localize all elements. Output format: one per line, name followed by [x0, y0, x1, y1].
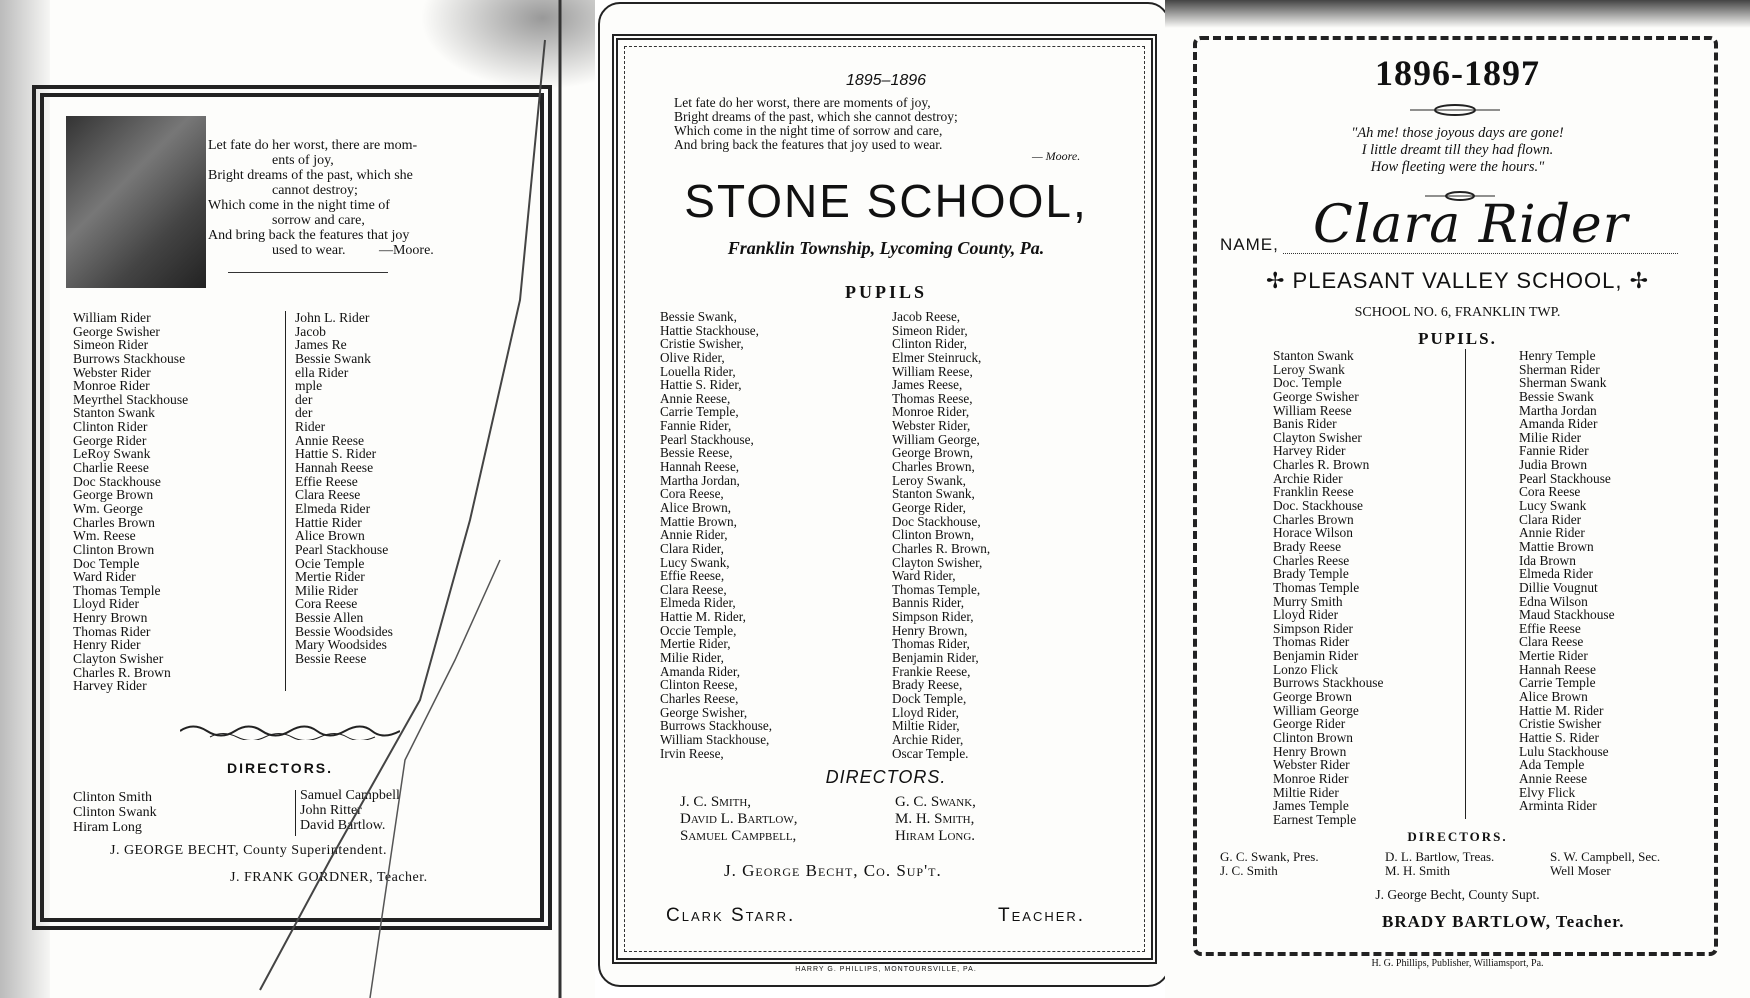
pupil-name: Ward Rider — [73, 569, 136, 585]
pupil-name: Clinton Rider — [73, 419, 148, 435]
director: J. C. Smith, — [680, 794, 752, 810]
pupil-name: Lulu Stackhouse — [1519, 743, 1609, 759]
pupil-name: Edna Wilson — [1519, 593, 1588, 609]
pupil-name: Leroy Swank, — [892, 472, 966, 488]
pupil-name: Ida Brown — [1519, 552, 1576, 568]
pupil-name: Bessie Woodsides — [295, 623, 393, 639]
pupil-name: Murry Smith — [1273, 593, 1343, 609]
pupil-name: Monroe Rider — [1273, 770, 1349, 786]
poem-line: Which come in the night time of sorrow and care, — [674, 123, 943, 138]
pupil-name: Hattie M. Rider, — [660, 609, 746, 625]
pupil-name: Hattie S. Rider — [1519, 729, 1599, 745]
poem-author: —Moore. — [378, 243, 434, 258]
pupil-name: Rider — [295, 419, 326, 435]
pupil-name: Martha Jordan, — [660, 472, 740, 488]
pupil-name: Miltie Rider — [1273, 784, 1339, 800]
card-1895-left — [0, 0, 595, 998]
ornament-icon: ✢ — [1629, 268, 1650, 293]
pupil-name: Henry Brown — [1273, 743, 1347, 759]
pupil-name: George Brown — [73, 487, 154, 503]
pupil-name: James Reese, — [892, 377, 963, 393]
poem-line: And bring back the features that joy used to wear. — [674, 137, 943, 152]
pupil-name: Clayton Swisher — [1273, 429, 1362, 445]
pupil-name: Fannie Rider — [1519, 443, 1589, 459]
pupil-name: Hattie Stackhouse, — [660, 322, 759, 338]
director: Hiram Long — [73, 820, 142, 835]
pupil-name: Ocie Temple — [295, 555, 365, 571]
poem-author: — Moore. — [1032, 149, 1081, 163]
pupil-name: der — [295, 405, 313, 421]
page-stain — [1165, 0, 1750, 28]
director: S. W. Campbell, Sec. — [1550, 849, 1661, 864]
pupil-name: ella Rider — [295, 364, 349, 380]
pupil-name: Jacob — [295, 323, 326, 339]
pupil-name: George Swisher, — [660, 704, 748, 720]
pupil-name: Elmeda Rider — [295, 500, 371, 516]
pupil-name: George Rider — [1273, 716, 1346, 732]
card-stone-school — [598, 2, 1170, 987]
pupil-name: Mattie Brown, — [660, 513, 737, 529]
pupil-name: Burrows Stackhouse, — [660, 718, 773, 734]
pupil-name: Horace Wilson — [1273, 525, 1353, 541]
pupil-name: Occie Temple, — [660, 622, 737, 638]
pupil-name: Annie Rider — [1519, 525, 1585, 541]
poem-line: Let fate do her worst, there are mom- — [208, 138, 418, 153]
pupil-name: Leroy Swank — [1273, 361, 1345, 377]
pupil-name: Benjamin Rider — [1273, 648, 1359, 664]
poem — [1165, 125, 1750, 176]
pupil-name: Thomas Temple — [1273, 579, 1360, 595]
pupil-name: Lucy Swank, — [660, 554, 730, 570]
pupil-name: Bessie Swank — [1519, 388, 1594, 404]
pupil-name: George Brown — [1273, 689, 1352, 705]
poem-line: I little dreamt till they had flown. — [1361, 142, 1554, 158]
superintendent: J. George Becht, County Supt. — [1375, 887, 1540, 902]
pupil-name: Harvey Rider — [73, 678, 147, 694]
pupil-name: Effie Reese — [295, 473, 358, 489]
pupil-name: Clara Reese, — [660, 581, 727, 597]
printer-imprint: HARRY G. PHILLIPS, MONTOURSVILLE, PA. — [795, 966, 977, 973]
school-name: STONE SCHOOL, — [684, 175, 1088, 227]
pupils-heading: PUPILS — [844, 282, 927, 302]
pupil-name: Effie Reese, — [660, 568, 725, 584]
director: Clinton Swank — [73, 805, 157, 820]
pupil-name: der — [295, 391, 313, 407]
pupil-name: James Re — [295, 337, 347, 353]
pupil-name: Wm. Reese — [73, 528, 136, 544]
pupil-name: Doc Temple — [73, 555, 140, 571]
pupil-name: Charlie Reese — [73, 460, 149, 476]
teacher: J. FRANK GORDNER, Teacher. — [230, 870, 428, 885]
pupil-name: Henry Brown — [73, 610, 148, 626]
pupil-name: William Rider — [73, 310, 151, 325]
pupil-name: Louella Rider, — [660, 363, 736, 379]
pupil-name: Fannie Rider, — [660, 418, 732, 434]
pupil-name: Webster Rider, — [892, 418, 971, 434]
pupil-name: Charles Reese, — [660, 690, 739, 706]
pupil-name: George Swisher — [73, 323, 160, 339]
pupil-name: Dillie Vougnut — [1519, 579, 1598, 595]
poem-line: sorrow and care, — [272, 213, 365, 228]
pupil-name: George Rider — [73, 432, 147, 448]
poem — [674, 96, 1074, 152]
pupil-name: Benjamin Rider, — [892, 650, 979, 666]
pupil-name: Cora Reese — [295, 596, 358, 612]
pupil-name: Charles R. Brown — [73, 664, 171, 680]
pupil-name: Wm. George — [73, 500, 143, 516]
name-label: NAME, — [1220, 235, 1279, 254]
pupil-name: mple — [295, 378, 323, 394]
pupil-list-left — [1273, 349, 1383, 826]
pupil-name: Alice Brown, — [660, 499, 732, 515]
directors-heading: DIRECTORS. — [1407, 829, 1508, 844]
pupil-name: Monroe Rider — [73, 378, 150, 394]
pupil-name: Jacob Reese, — [892, 309, 961, 324]
pupil-name: Ward Rider, — [892, 568, 956, 584]
pupil-name: Simpson Rider, — [892, 609, 974, 625]
pupil-name: Hattie M. Rider — [1519, 702, 1604, 718]
pupil-name: Clinton Rider, — [892, 336, 967, 352]
director: G. C. Swank, Pres. — [1220, 849, 1319, 864]
pupil-name: Alice Brown — [1519, 689, 1588, 705]
pupil-name: Maud Stackhouse — [1519, 607, 1615, 623]
pupil-name: Thomas Temple — [73, 582, 161, 598]
poem-line: Bright dreams of the past, which she — [208, 168, 413, 183]
card-pleasant-valley — [1165, 0, 1750, 998]
pupil-name: Alice Brown — [295, 528, 365, 544]
pupil-name: Henry Temple — [1519, 348, 1596, 363]
pupil-name: Bessie Reese, — [660, 445, 733, 461]
director: D. L. Bartlow, Treas. — [1385, 849, 1495, 864]
pupil-name: Pearl Stackhouse, — [660, 431, 754, 447]
pupil-name: Hattie Rider — [295, 514, 362, 530]
director: John Ritter — [300, 803, 362, 818]
pupil-name: Charles Reese — [1273, 552, 1350, 568]
pupil-name: Dock Temple, — [892, 690, 967, 706]
pupil-name: Archie Rider — [1273, 470, 1343, 486]
pupil-name: Milie Rider — [295, 582, 359, 598]
pupil-name: Cora Reese, — [660, 486, 724, 502]
pupil-name: Arminta Rider — [1519, 798, 1597, 814]
pupil-name: Hannah Reese, — [660, 459, 740, 475]
pupil-name: Meyrthel Stackhouse — [73, 391, 189, 407]
pupil-name: Clara Reese — [1519, 634, 1584, 650]
director: M. H. Smith — [1385, 863, 1451, 878]
directors — [680, 794, 1120, 845]
pupil-name: Charles R. Brown, — [892, 540, 991, 556]
pupil-name: Doc. Temple — [1273, 375, 1342, 391]
pupil-name: George Brown, — [892, 445, 974, 461]
pupil-name: Brady Reese, — [892, 677, 963, 693]
pupil-name: Bessie Swank — [295, 350, 371, 366]
pupil-name: Carrie Temple, — [660, 404, 739, 420]
location: Franklin Township, Lycoming County, Pa. — [727, 238, 1045, 258]
pupil-name: Olive Rider, — [660, 349, 725, 365]
directors-heading: DIRECTORS. — [226, 760, 334, 776]
pupil-name: Lonzo Flick — [1273, 661, 1339, 677]
director: Clinton Smith — [73, 790, 152, 805]
poem-line: "Ah me! those joyous days are gone! — [1351, 125, 1564, 141]
pupil-name: Pearl Stackhouse — [295, 541, 389, 557]
pupil-name: Brady Reese — [1273, 538, 1342, 554]
printer-imprint: H. G. Phillips, Publisher, Williamsport, Pa. — [1371, 958, 1544, 969]
school-number: SCHOOL NO. 6, FRANKLIN TWP. — [1354, 305, 1561, 320]
pupil-name: Mary Woodsides — [295, 637, 387, 653]
pupil-name: William George, — [892, 431, 980, 447]
pupil-name: Clara Rider, — [660, 540, 724, 556]
director: M. H. Smith, — [895, 811, 975, 827]
pupil-name: Miltie Rider, — [892, 718, 960, 734]
pupil-name: Lloyd Rider — [73, 596, 140, 612]
directors-heading: DIRECTORS. — [825, 767, 947, 787]
pupil-name: Lloyd Rider — [1273, 607, 1339, 623]
pupil-name: Elmeda Rider — [1519, 566, 1593, 582]
pupil-name: Irvin Reese, — [660, 745, 724, 761]
superintendent: J. George Becht, Co. Sup't. — [724, 861, 942, 880]
year: 1895–1896 — [845, 72, 927, 89]
pupil-name: Amanda Rider, — [660, 663, 741, 679]
pupil-name: Henry Brown, — [892, 622, 968, 638]
pupil-name: Charles R. Brown — [1273, 457, 1370, 473]
pupil-name: Henry Rider — [73, 637, 141, 653]
pupil-name: Carrie Temple — [1519, 675, 1596, 691]
pupil-name: Hattie S. Rider, — [660, 377, 742, 393]
school-name-row — [1165, 268, 1750, 294]
pupil-name: Pearl Stackhouse — [1519, 470, 1611, 486]
pupil-name: Charles Brown — [1273, 511, 1354, 527]
pupil-name: Clinton Brown, — [892, 527, 975, 543]
pupil-name: Hannah Reese — [1519, 661, 1596, 677]
pupil-name: Thomas Reese, — [892, 390, 973, 406]
pupil-name: Simpson Rider — [1273, 620, 1353, 636]
pupil-name: Martha Jordan — [1519, 402, 1597, 418]
pupil-name: Milie Rider — [1519, 429, 1582, 445]
pupil-name: Mertie Rider — [1519, 648, 1588, 664]
directors — [1220, 850, 1700, 878]
pupil-name: Hattie S. Rider — [295, 446, 377, 462]
pupil-name: William Reese, — [892, 363, 973, 379]
pupil-name: Lucy Swank — [1519, 498, 1587, 514]
director: J. C. Smith — [1220, 863, 1278, 878]
poem-line: Let fate do her worst, there are moments of joy, — [674, 95, 931, 110]
pupil-name: Charles Brown, — [892, 459, 975, 475]
pupil-name: Sherman Swank — [1519, 375, 1607, 391]
pupil-list-right — [1519, 349, 1615, 813]
pupil-name: Monroe Rider, — [892, 404, 970, 420]
pupil-name: Harvey Rider — [1273, 443, 1346, 459]
pupil-name: Stanton Swank — [73, 405, 155, 421]
pupil-name: LeRoy Swank — [73, 446, 151, 462]
pupil-name: Annie Reese — [1519, 770, 1588, 786]
pupil-name: Cristie Swisher, — [660, 336, 744, 352]
pupil-name: Frankie Reese, — [892, 663, 971, 679]
pupil-name: Thomas Rider — [1273, 634, 1350, 650]
pupil-name: Franklin Reese — [1273, 484, 1354, 500]
poem-line: Bright dreams of the past, which she cannot destroy; — [674, 109, 958, 124]
pupil-name: Bannis Rider, — [892, 595, 964, 611]
pupil-name: Cora Reese — [1519, 484, 1581, 500]
handwritten-name: Clara Rider — [1313, 195, 1629, 255]
pupil-name: James Temple — [1273, 798, 1349, 814]
pupil-name: Milie Rider, — [660, 650, 724, 666]
pupil-name: Clayton Swisher — [73, 651, 164, 667]
flourish-ornament — [1410, 103, 1500, 117]
director: David Bartlow. — [300, 818, 386, 833]
pupil-list-left — [660, 310, 772, 760]
pupil-name: Webster Rider — [73, 364, 151, 380]
pupil-name: Simeon Rider, — [892, 322, 968, 338]
pupil-name: Simeon Rider — [73, 337, 149, 353]
director: Well Moser — [1550, 863, 1611, 878]
column-divider — [1465, 349, 1466, 819]
pupil-name: Webster Rider — [1273, 757, 1350, 773]
pupil-name: George Swisher — [1273, 388, 1359, 404]
pupil-name: Elmer Steinruck, — [892, 349, 982, 365]
school-name: PLEASANT VALLEY SCHOOL, — [1292, 268, 1623, 293]
pupil-name: Brady Temple — [1273, 566, 1349, 582]
pupil-name: Clinton Brown — [73, 541, 155, 557]
pupil-name: Annie Rider, — [660, 527, 728, 543]
pupil-name: Judia Brown — [1519, 457, 1588, 473]
poem-line: And bring back the features that joy — [208, 228, 410, 243]
pupil-name: Elmeda Rider, — [660, 595, 736, 611]
teacher-name: Clark Starr. — [666, 905, 796, 926]
pupil-name: Burrows Stackhouse — [1273, 675, 1384, 691]
pupil-name: Mertie Rider — [295, 569, 365, 585]
pupil-name: Mattie Brown — [1519, 538, 1594, 554]
ornament-icon: ✢ — [1265, 268, 1286, 293]
pupil-name: Bessie Allen — [295, 610, 364, 626]
pupil-name: Earnest Temple — [1273, 811, 1357, 827]
pupil-name: Clara Reese — [295, 487, 361, 503]
pupil-name: Thomas Rider, — [892, 636, 970, 652]
pupil-name: Clara Rider — [1519, 511, 1582, 527]
teacher: BRADY BARTLOW, Teacher. — [1382, 912, 1625, 931]
pupil-name: Annie Reese, — [660, 390, 731, 406]
poem-line: used to wear. — [272, 243, 346, 258]
pupil-name: Annie Reese — [295, 432, 365, 448]
poem-line: Which come in the night time of — [208, 198, 390, 213]
pupil-name: Charles Brown — [73, 514, 155, 530]
pupil-name: William Stackhouse, — [660, 731, 770, 747]
pupil-name: Cristie Swisher — [1519, 716, 1602, 732]
pupil-name: George Rider, — [892, 499, 966, 515]
pupil-name: Stanton Swank — [1273, 348, 1354, 363]
pupil-name: Thomas Temple, — [892, 581, 981, 597]
pupil-name: Lloyd Rider, — [892, 704, 959, 720]
pupil-name: Burrows Stackhouse — [73, 350, 186, 366]
pupil-name: Ada Temple — [1519, 757, 1585, 773]
poem-line: How fleeting were the hours." — [1370, 159, 1545, 175]
director: G. C. Swank, — [895, 794, 976, 810]
pupil-name: Banis Rider — [1273, 416, 1337, 432]
paper-cracks — [0, 0, 595, 998]
pupil-name: Elvy Flick — [1519, 784, 1576, 800]
pupils-heading: PUPILS. — [1418, 329, 1497, 348]
pupil-name: Bessie Reese — [295, 651, 367, 667]
poem-line: ents of joy, — [272, 153, 334, 168]
pupil-name: Clinton Reese, — [660, 677, 738, 693]
pupil-name: Amanda Rider — [1519, 416, 1598, 432]
director: Samuel Campbell, — [680, 828, 797, 844]
pupil-name: Mertie Rider, — [660, 636, 731, 652]
teacher-label: Teacher. — [998, 905, 1086, 926]
poem-line: cannot destroy; — [272, 183, 358, 198]
year: 1896-1897 — [1375, 53, 1540, 93]
pupil-name: Sherman Rider — [1519, 361, 1600, 377]
pupil-name: Doc. Stackhouse — [1273, 498, 1363, 514]
director: David L. Bartlow, — [680, 811, 798, 827]
pupil-name: Doc Stackhouse — [73, 473, 161, 489]
pupil-name: William George — [1273, 702, 1359, 718]
director: Samuel Campbell — [300, 788, 400, 803]
pupil-name: Clayton Swisher, — [892, 554, 983, 570]
pupil-name: Thomas Rider — [73, 623, 151, 639]
pupil-name: Hannah Reese — [295, 460, 374, 476]
pupil-list-right — [892, 310, 990, 760]
superintendent: J. GEORGE BECHT, County Superintendent. — [110, 843, 388, 858]
pupil-name: Archie Rider, — [892, 731, 964, 747]
director: Hiram Long. — [895, 828, 976, 844]
pupil-name: Clinton Brown — [1273, 729, 1353, 745]
pupil-name: John L. Rider — [295, 310, 370, 325]
pupil-name: William Reese — [1273, 402, 1352, 418]
pupil-name: Oscar Temple. — [892, 745, 969, 761]
pupil-name: Effie Reese — [1519, 620, 1581, 636]
pupil-name: Stanton Swank, — [892, 486, 975, 502]
pupil-name: Doc Stackhouse, — [892, 513, 981, 529]
pupil-name: Bessie Swank, — [660, 309, 737, 324]
